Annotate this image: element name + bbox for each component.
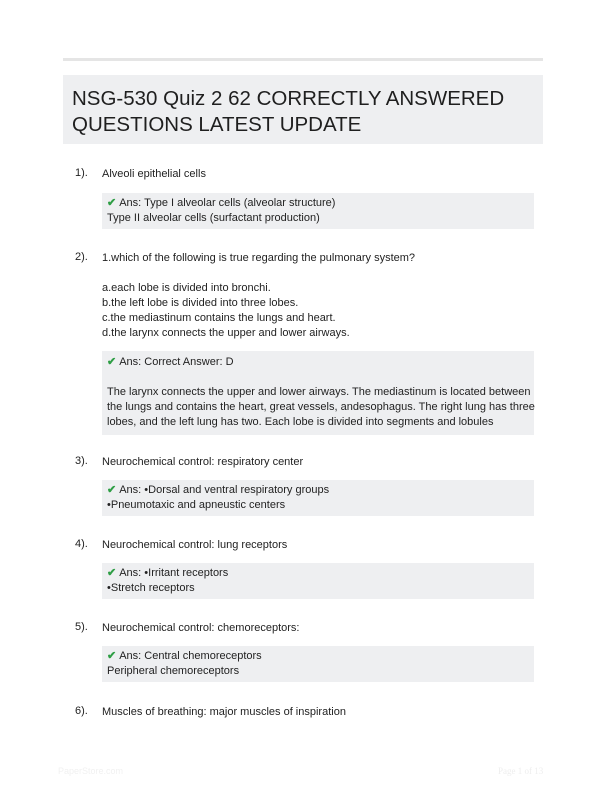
answer-box [102, 563, 534, 599]
checkmark-icon: ✔ [107, 650, 117, 662]
question-text [102, 705, 542, 720]
title-box [63, 75, 543, 144]
question-number: 2). [75, 251, 88, 263]
question-line: Alveoli epithelial cells [102, 168, 206, 180]
answer-box [102, 646, 534, 682]
top-divider [63, 58, 543, 61]
answer-box [102, 480, 534, 516]
question-text [102, 538, 542, 553]
question-line: Neurochemical control: respiratory center [102, 456, 304, 468]
question-line: Muscles of breathing: major muscles of inspiration [102, 706, 346, 718]
answer-line: lobes, and the left lung has two. Each lobe is divided into segments and lobules [107, 416, 494, 428]
question-text [102, 455, 542, 470]
answer-line: ✔ Ans: •Irritant receptors [107, 567, 229, 579]
question-number: 5). [75, 621, 88, 633]
answer-line: The larynx connects the upper and lower airways. The mediastinum is located between [107, 386, 531, 398]
answer-box [102, 351, 534, 435]
question-number: 1). [75, 167, 88, 179]
document-title: NSG-530 Quiz 2 62 CORRECTLY ANSWERED QUESTIONS LATEST UPDATE [72, 87, 505, 136]
checkmark-icon: ✔ [107, 484, 117, 496]
option-a: a.each lobe is divided into bronchi. [102, 282, 271, 294]
question-line: 1.which of the following is true regarding the pulmonary system? [102, 252, 416, 264]
option-b: b.the left lobe is divided into three lobes. [102, 297, 299, 309]
question-line [102, 266, 542, 281]
answer-line: Peripheral chemoreceptors [107, 665, 240, 677]
answer-line: the lungs and contains the heart, great vessels, andesophagus. The right lung has three [107, 401, 535, 413]
checkmark-icon: ✔ [107, 356, 117, 368]
option-d: d.the larynx connects the upper and lower airways. [102, 327, 350, 339]
answer-line: ✔ Ans: Correct Answer: D [107, 356, 234, 368]
answer-line: ✔ Ans: •Dorsal and ventral respiratory groups [107, 484, 330, 496]
question-line: Neurochemical control: lung receptors [102, 539, 288, 551]
answer-line: •Pneumotaxic and apneustic centers [107, 499, 286, 511]
question-number: 6). [75, 705, 88, 717]
question-text [102, 251, 542, 341]
option-c: c.the mediastinum contains the lungs and heart. [102, 312, 336, 324]
question-text [102, 167, 542, 182]
footer-page-number: Page 1 of 13 [498, 766, 544, 776]
answer-line: Type II alveolar cells (surfactant production) [107, 212, 320, 224]
checkmark-icon: ✔ [107, 197, 117, 209]
answer-line [107, 370, 529, 385]
answer-line: ✔ Ans: Type I alveolar cells (alveolar structure) [107, 197, 336, 209]
footer-site-watermark: PaperStore.com [58, 766, 124, 776]
checkmark-icon: ✔ [107, 567, 117, 579]
question-number: 4). [75, 538, 88, 550]
answer-line: •Stretch receptors [107, 582, 195, 594]
answer-box [102, 193, 534, 229]
question-text [102, 621, 542, 636]
answer-line: ✔ Ans: Central chemoreceptors [107, 650, 262, 662]
question-line: Neurochemical control: chemoreceptors: [102, 622, 300, 634]
question-number: 3). [75, 455, 88, 467]
